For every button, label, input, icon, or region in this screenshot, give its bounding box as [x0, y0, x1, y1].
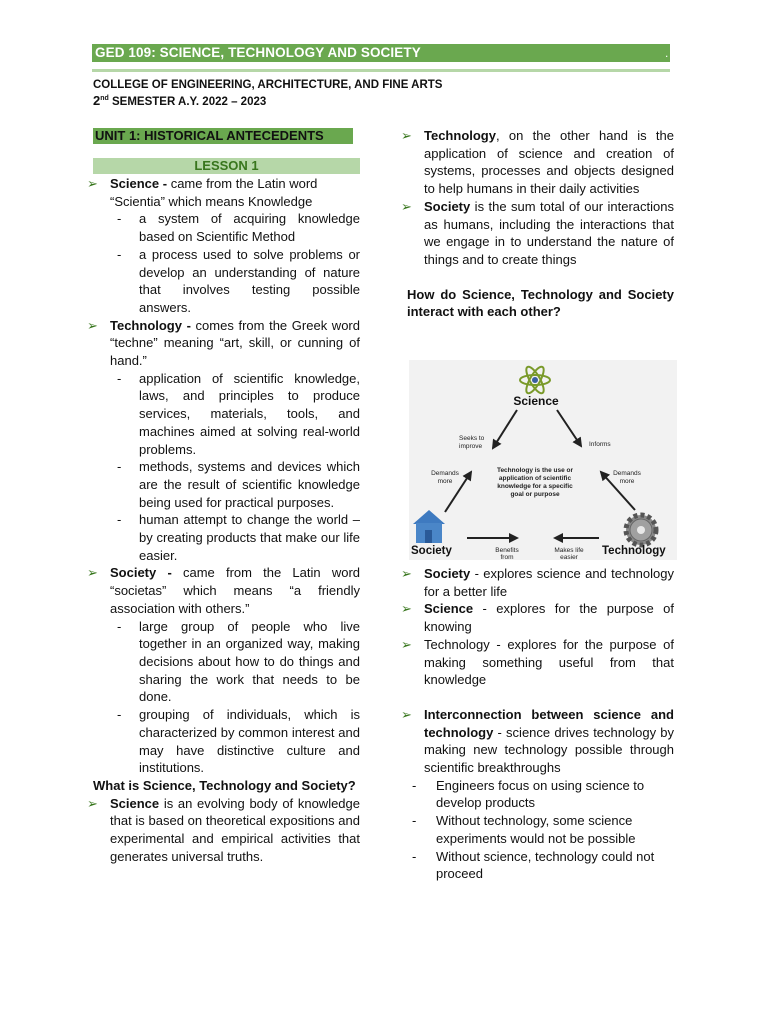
- arrow-bullet-icon: ➢: [87, 317, 98, 333]
- arrow-bullet-icon: ➢: [401, 706, 412, 722]
- arrow-bullet-icon: ➢: [401, 566, 412, 581]
- list-item: - large group of people who live together in an organized way, making decisions about how to do things and sharing the work that needs to be done.: [117, 618, 360, 705]
- interconnection: ➢ Interconnection between science and technology - science drives technology by making new technology possible through scientific breakthroughs: [401, 706, 674, 776]
- label-demands-right: Demands: [613, 470, 641, 477]
- label-makes-life: Makes life: [554, 547, 584, 554]
- arrow-bullet-icon: ➢: [401, 198, 412, 214]
- technology-definition-2: ➢ Technology, on the other hand is the application of science and creation of systems, processes and objects designed to help humans in their daily activities: [401, 128, 674, 197]
- right-column-bottom: [401, 565, 674, 883]
- header-dot: .: [665, 46, 669, 60]
- technology-node-label: Technology: [602, 545, 666, 557]
- list-item: - Without science, technology could not proceed: [412, 848, 655, 882]
- label-benefits: Benefits: [495, 547, 519, 554]
- sts-diagram: [409, 360, 677, 560]
- science-explores: ➢ Science - explores for the purpose of knowing: [401, 601, 674, 635]
- label-seeks-to: Seeks to: [459, 435, 485, 442]
- list-item: - a process used to solve problems or develop an understanding of nature that involves testing possible answers.: [117, 246, 360, 315]
- arrow-bullet-icon: ➢: [87, 795, 98, 811]
- society-node-label: Society: [411, 545, 452, 557]
- society-definition-2: ➢ Society is the sum total of our interactions as humans, including the interactions that we engage in to understand the nature of things and to create things: [401, 198, 674, 267]
- science-node-label: Science: [513, 394, 559, 408]
- center-text-line: goal or purpose: [510, 491, 560, 498]
- society-definition: ➢ Society - came from the Latin word “societas” which means “a friendly association with others.”: [87, 565, 360, 616]
- center-text-line: Technology is the use or: [496, 467, 574, 474]
- arrow-bullet-icon: ➢: [401, 128, 412, 143]
- right-column-top: [401, 127, 674, 321]
- list-item: - Engineers focus on using science to develop products: [412, 777, 645, 811]
- arrow-bullet-icon: ➢: [401, 636, 412, 652]
- list-item: - Without technology, some science experiments would not be possible: [412, 813, 636, 846]
- arrow-bullet-icon: ➢: [87, 565, 98, 581]
- science-definition: ➢ Science - came from the Latin word “Scientia” which means Knowledge: [87, 176, 318, 209]
- unit-heading: UNIT 1: HISTORICAL ANTECEDENTS: [93, 128, 353, 144]
- gear-icon: [626, 515, 656, 545]
- list-item: - a system of acquiring knowledge based on Scientific Method: [117, 211, 360, 245]
- arrow-bullet-icon: ➢: [87, 176, 98, 191]
- label-easier: easier: [560, 554, 578, 560]
- semester-line: 2nd SEMESTER A.Y. 2022 – 2023: [93, 93, 267, 108]
- lesson-heading: LESSON 1: [93, 158, 360, 174]
- center-text-line: application of scientific: [498, 475, 572, 482]
- interaction-question: How do Science, Technology and Society interact with each other?: [407, 286, 674, 320]
- technology-definition: ➢ Technology - comes from the Greek word “techne” meaning “art, skill, or cunning of hand.”: [87, 317, 360, 369]
- college-name: COLLEGE OF ENGINEERING, ARCHITECTURE, AND FINE ARTS: [93, 79, 443, 91]
- center-text-line: knowledge for a specific: [497, 483, 573, 490]
- science-body-definition: ➢ Science is an evolving body of knowledge that is based on theoretical expositions and experimental and empirical activities that generates universal truths.: [87, 795, 360, 864]
- technology-explores: ➢ Technology - explores for the purpose of making something useful from that knowledge: [401, 636, 674, 688]
- header-rule: [92, 69, 670, 72]
- label-informs: Informs: [589, 441, 611, 448]
- list-item: - application of scientific knowledge, laws, and principles to produce services, materials, tools, and machines aimed at solving real-world problems.: [117, 370, 360, 457]
- society-explores: ➢ Society - explores science and technology for a better life: [401, 566, 674, 599]
- label-more-right: more: [619, 478, 635, 485]
- label-improve: improve: [459, 443, 483, 450]
- arrow-bullet-icon: ➢: [401, 601, 412, 617]
- list-item: - human attempt to change the world – by creating products that make our life easier.: [117, 512, 360, 563]
- list-item: - grouping of individuals, which is characterized by common interest and may have distinctive culture and institutions.: [117, 707, 360, 776]
- left-column: [87, 175, 360, 865]
- course-title: GED 109: SCIENCE, TECHNOLOGY AND SOCIETY: [95, 45, 421, 60]
- label-from: from: [500, 554, 514, 560]
- label-demands-left: Demands: [431, 470, 459, 477]
- label-more-left: more: [437, 478, 453, 485]
- question-heading: What is Science, Technology and Society?: [93, 777, 356, 793]
- list-item: - methods, systems and devices which are the result of scientific knowledge being used for practical purposes.: [117, 459, 360, 510]
